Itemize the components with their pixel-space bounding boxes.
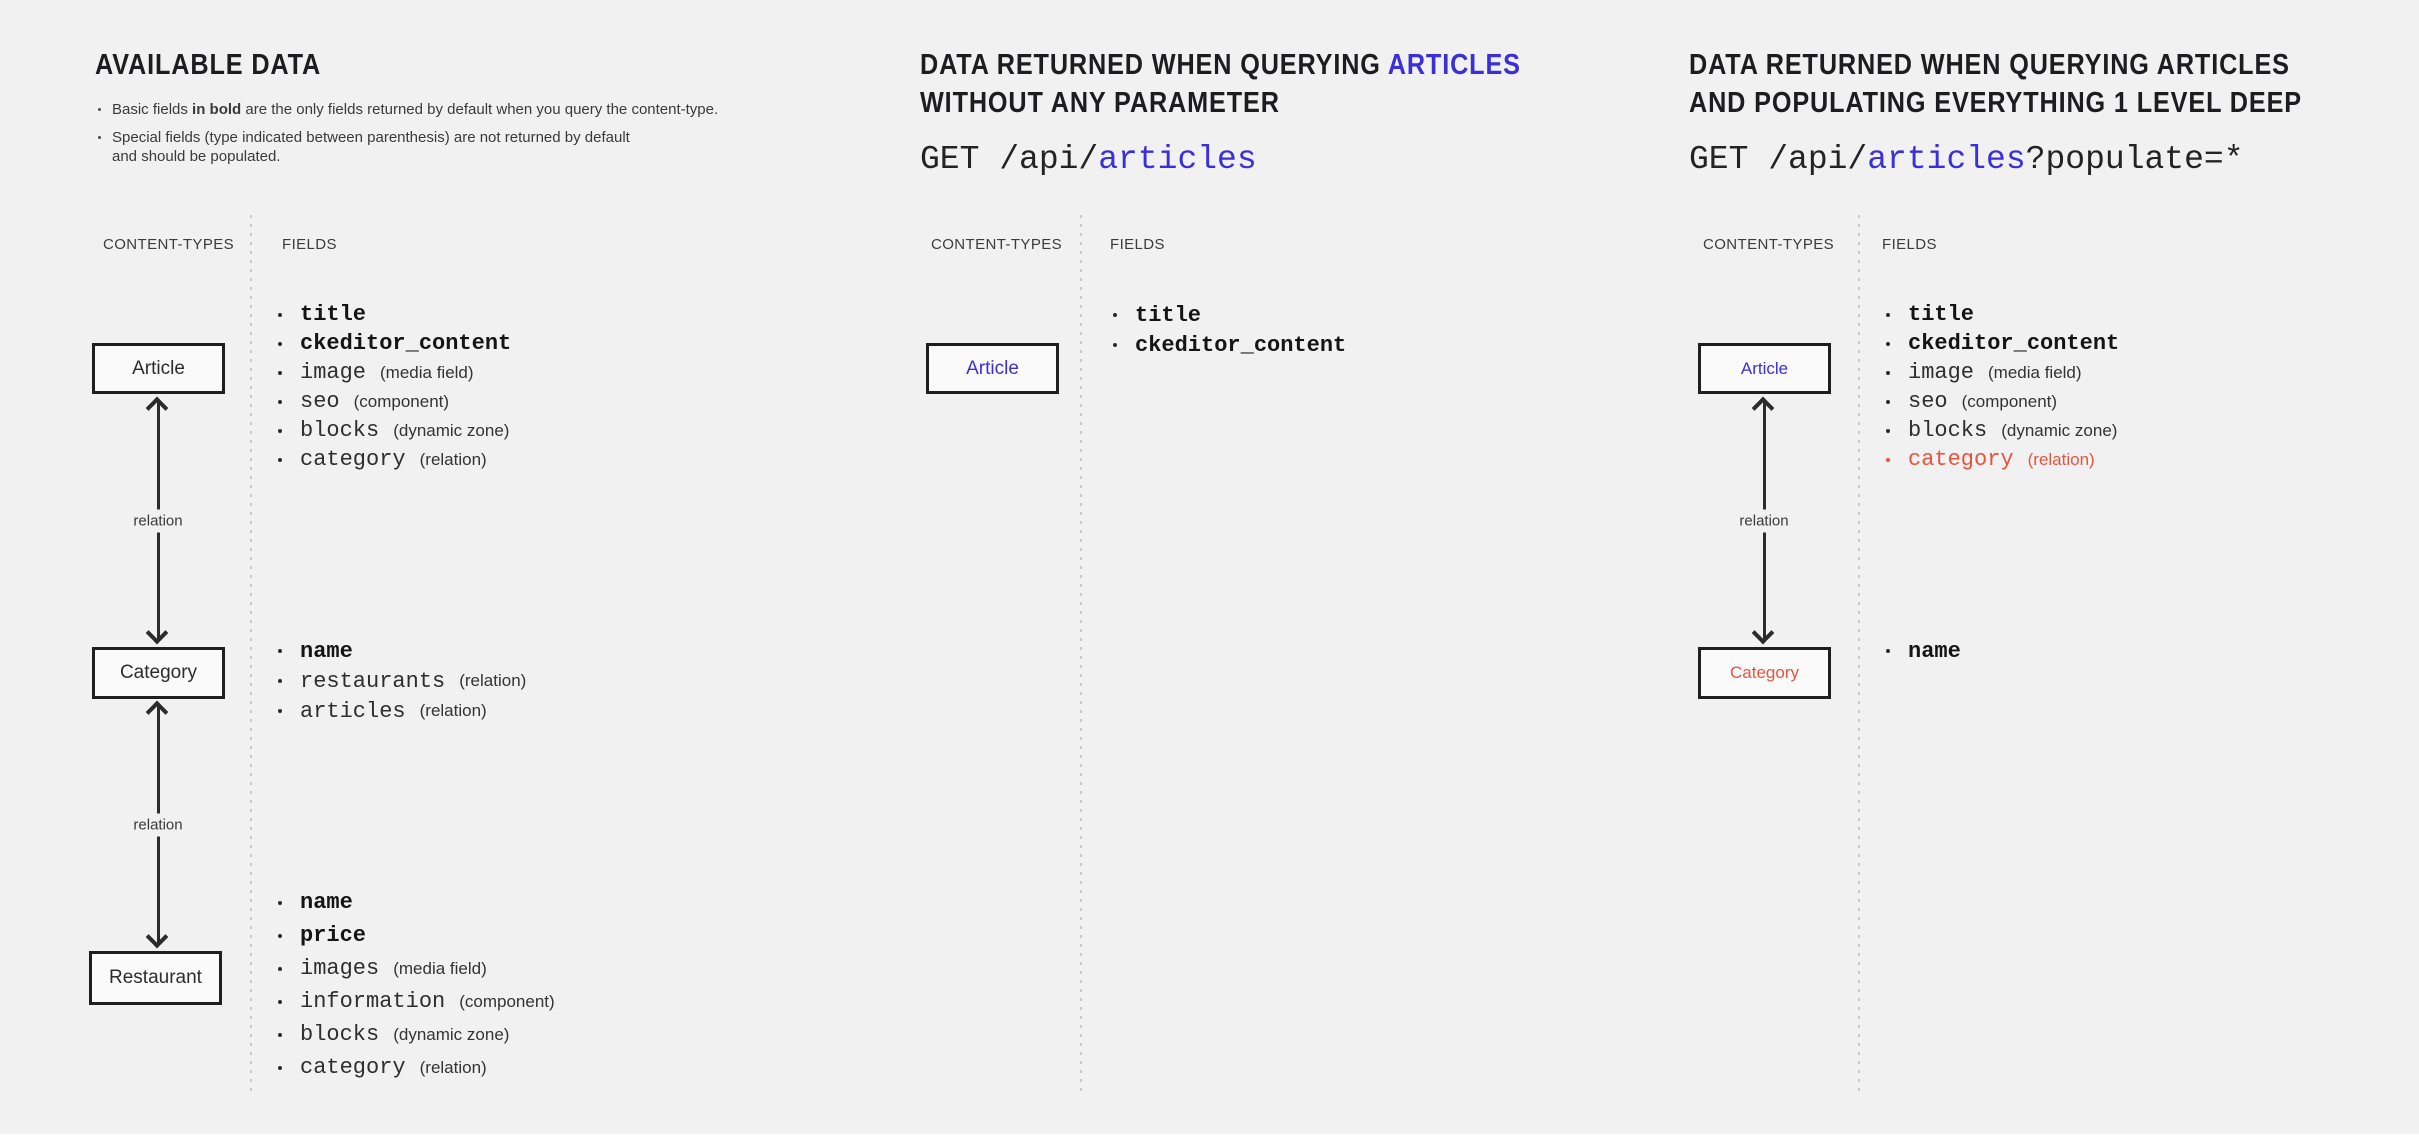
field-name: title bbox=[1135, 302, 1202, 328]
col3-article-box-label: Article bbox=[1740, 358, 1789, 378]
field-name: name bbox=[300, 890, 353, 915]
field-name: category bbox=[1908, 447, 2014, 472]
field-type: (component) bbox=[459, 991, 555, 1011]
col1-category-box-label: Category bbox=[119, 662, 198, 683]
col2-article-box-label: Article bbox=[966, 357, 1019, 379]
bullet-icon bbox=[1113, 343, 1117, 347]
field-name: category bbox=[300, 1055, 406, 1080]
relation-label: relation bbox=[126, 813, 189, 836]
col3-category-box-label: Category bbox=[1730, 663, 1799, 682]
field-name: images bbox=[300, 956, 380, 981]
field-row bbox=[1886, 387, 2133, 416]
field-row bbox=[278, 1051, 555, 1084]
field-type: (dynamic zone) bbox=[393, 1024, 510, 1044]
arrow-down-icon bbox=[146, 926, 169, 949]
col2-title-line2: WITHOUT ANY PARAMETER bbox=[920, 87, 1280, 119]
field-name: restaurants bbox=[300, 668, 446, 694]
col1-article-box bbox=[92, 343, 225, 394]
note-special-fields bbox=[98, 128, 718, 166]
field-row bbox=[278, 636, 526, 666]
field-name: name bbox=[1908, 638, 1961, 664]
field-name: ckeditor_content bbox=[1135, 332, 1347, 358]
col1-restaurant-box bbox=[89, 951, 222, 1005]
bullet-icon bbox=[1886, 342, 1890, 346]
bullet-icon bbox=[1886, 400, 1890, 404]
col3-column-separator bbox=[1858, 215, 1860, 1093]
get-query-param: ?populate=* bbox=[2025, 141, 2244, 178]
field-type: (relation) bbox=[459, 671, 527, 690]
bullet-icon bbox=[1886, 649, 1890, 653]
bullet-icon bbox=[278, 342, 282, 346]
col1-restaurant-box-label: Restaurant bbox=[109, 967, 202, 988]
bullet-icon bbox=[278, 901, 282, 905]
relation-label: relation bbox=[126, 509, 189, 532]
field-type: (relation) bbox=[419, 1057, 487, 1077]
field-row bbox=[1886, 300, 2133, 329]
col3-title-line2: AND POPULATING EVERYTHING 1 LEVEL DEEP bbox=[1689, 87, 2302, 119]
bullet-icon bbox=[278, 371, 282, 375]
field-name: blocks bbox=[300, 418, 380, 443]
field-name: blocks bbox=[1908, 418, 1988, 443]
field-row bbox=[1886, 358, 2133, 387]
note-special-line1: Special fields (type indicated between parenthesis) are not returned by default bbox=[112, 129, 630, 146]
field-row bbox=[278, 1018, 555, 1051]
field-name: price bbox=[300, 923, 367, 948]
bullet-icon bbox=[278, 679, 282, 683]
field-row bbox=[278, 952, 555, 985]
note-special-line2: and should be populated. bbox=[112, 148, 281, 165]
col3-title-line1: DATA RETURNED WHEN QUERYING ARTICLES bbox=[1689, 49, 2290, 81]
field-row-populated bbox=[1886, 445, 2133, 474]
field-type: (dynamic zone) bbox=[393, 420, 510, 440]
field-row bbox=[1886, 329, 2133, 358]
field-row bbox=[278, 329, 525, 358]
bullet-icon bbox=[1886, 371, 1890, 375]
field-name: category bbox=[300, 447, 406, 472]
col1-category-fields bbox=[278, 636, 526, 726]
field-type: (relation) bbox=[419, 449, 487, 469]
get-endpoint: articles bbox=[1867, 141, 2026, 178]
get-endpoint: articles bbox=[1098, 141, 1257, 178]
field-row bbox=[1886, 416, 2133, 445]
field-type: (component) bbox=[1961, 391, 2058, 411]
field-row bbox=[278, 886, 555, 919]
field-name: information bbox=[300, 989, 446, 1014]
note-basic-bold: in bold bbox=[192, 101, 242, 118]
col3-get-request bbox=[1689, 140, 2244, 180]
field-type: (media field) bbox=[380, 362, 474, 382]
bullet-icon bbox=[278, 313, 282, 317]
arrow-down-icon bbox=[146, 622, 169, 645]
bullet-icon bbox=[278, 1033, 282, 1037]
col1-fields-label: FIELDS bbox=[282, 236, 337, 253]
field-row bbox=[278, 387, 525, 416]
col1-relation-arrow-category-restaurant bbox=[133, 702, 183, 947]
arrow-down-icon bbox=[1752, 622, 1775, 645]
note-basic-fields bbox=[98, 100, 718, 119]
col3-fields-label: FIELDS bbox=[1882, 236, 1937, 253]
col1-restaurant-fields bbox=[278, 886, 555, 1084]
field-name: name bbox=[300, 638, 353, 664]
note-basic-pre: Basic fields bbox=[112, 101, 193, 118]
col3-category-box bbox=[1698, 647, 1831, 699]
bullet-icon bbox=[278, 709, 282, 713]
col2-article-box bbox=[926, 343, 1059, 394]
bullet-icon bbox=[278, 458, 282, 462]
col2-content-types-label: CONTENT-TYPES bbox=[931, 236, 1063, 253]
col1-article-fields bbox=[278, 300, 525, 474]
bullet-icon bbox=[278, 1066, 282, 1070]
field-type: (component) bbox=[353, 391, 450, 411]
field-type: (relation) bbox=[2027, 449, 2095, 469]
field-name: title bbox=[300, 302, 367, 327]
bullet-icon bbox=[278, 934, 282, 938]
field-row bbox=[278, 300, 525, 329]
col1-content-types-label: CONTENT-TYPES bbox=[103, 236, 235, 253]
col2-title bbox=[920, 46, 1521, 122]
available-data-notes bbox=[98, 100, 718, 166]
bullet-icon bbox=[278, 1000, 282, 1004]
field-type: (relation) bbox=[419, 701, 487, 720]
field-name: ckeditor_content bbox=[1908, 331, 2120, 356]
available-data-title-text: AVAILABLE DATA bbox=[95, 49, 322, 81]
col2-title-line1: DATA RETURNED WHEN QUERYING bbox=[920, 49, 1388, 81]
field-row bbox=[1886, 636, 1961, 666]
field-name: seo bbox=[300, 389, 340, 414]
col1-column-separator bbox=[250, 215, 252, 1093]
bullet-icon bbox=[278, 429, 282, 433]
col1-category-box bbox=[92, 647, 225, 699]
field-name: articles bbox=[300, 698, 406, 724]
field-row bbox=[1113, 330, 1346, 360]
available-data-title bbox=[95, 46, 321, 84]
field-row bbox=[278, 666, 526, 696]
field-row bbox=[278, 919, 555, 952]
get-prefix: GET /api/ bbox=[1689, 141, 1868, 178]
bullet-icon bbox=[278, 649, 282, 653]
field-row bbox=[1113, 300, 1346, 330]
field-row bbox=[278, 358, 525, 387]
note-basic-post: are the only fields returned by default when you query the content-type. bbox=[241, 101, 719, 118]
field-name: title bbox=[1908, 302, 1975, 327]
col3-article-box bbox=[1698, 343, 1831, 394]
field-name: seo bbox=[1908, 389, 1948, 414]
col2-article-fields bbox=[1113, 300, 1346, 360]
col2-title-highlight: ARTICLES bbox=[1387, 49, 1521, 81]
get-prefix: GET /api/ bbox=[920, 141, 1099, 178]
col1-article-box-label: Article bbox=[132, 357, 185, 379]
note-bullet-icon bbox=[98, 136, 101, 139]
col2-fields-label: FIELDS bbox=[1110, 236, 1165, 253]
field-row bbox=[278, 985, 555, 1018]
col3-category-fields bbox=[1886, 636, 1961, 666]
field-name: image bbox=[300, 360, 367, 385]
col2-get-request bbox=[920, 140, 1257, 180]
bullet-icon bbox=[1113, 313, 1117, 317]
col3-relation-arrow-article-category bbox=[1739, 398, 1789, 643]
field-type: (dynamic zone) bbox=[2001, 420, 2118, 440]
bullet-icon bbox=[1886, 429, 1890, 433]
col2-column-separator bbox=[1080, 215, 1082, 1093]
relation-label: relation bbox=[1732, 509, 1795, 532]
field-type: (media field) bbox=[1988, 362, 2082, 382]
field-row bbox=[278, 696, 526, 726]
note-bullet-icon bbox=[98, 108, 101, 111]
col1-relation-arrow-article-category bbox=[133, 398, 183, 643]
field-name: blocks bbox=[300, 1022, 380, 1047]
bullet-icon bbox=[278, 400, 282, 404]
field-name: ckeditor_content bbox=[300, 331, 512, 356]
field-row bbox=[278, 416, 525, 445]
bottom-strip bbox=[0, 1134, 2419, 1148]
field-row bbox=[278, 445, 525, 474]
bullet-icon bbox=[1886, 458, 1890, 462]
bullet-icon bbox=[1886, 313, 1890, 317]
field-type: (media field) bbox=[393, 958, 487, 978]
field-name: image bbox=[1908, 360, 1975, 385]
bullet-icon bbox=[278, 967, 282, 971]
col3-content-types-label: CONTENT-TYPES bbox=[1703, 236, 1835, 253]
col3-article-fields bbox=[1886, 300, 2133, 474]
col3-title bbox=[1689, 46, 2302, 122]
